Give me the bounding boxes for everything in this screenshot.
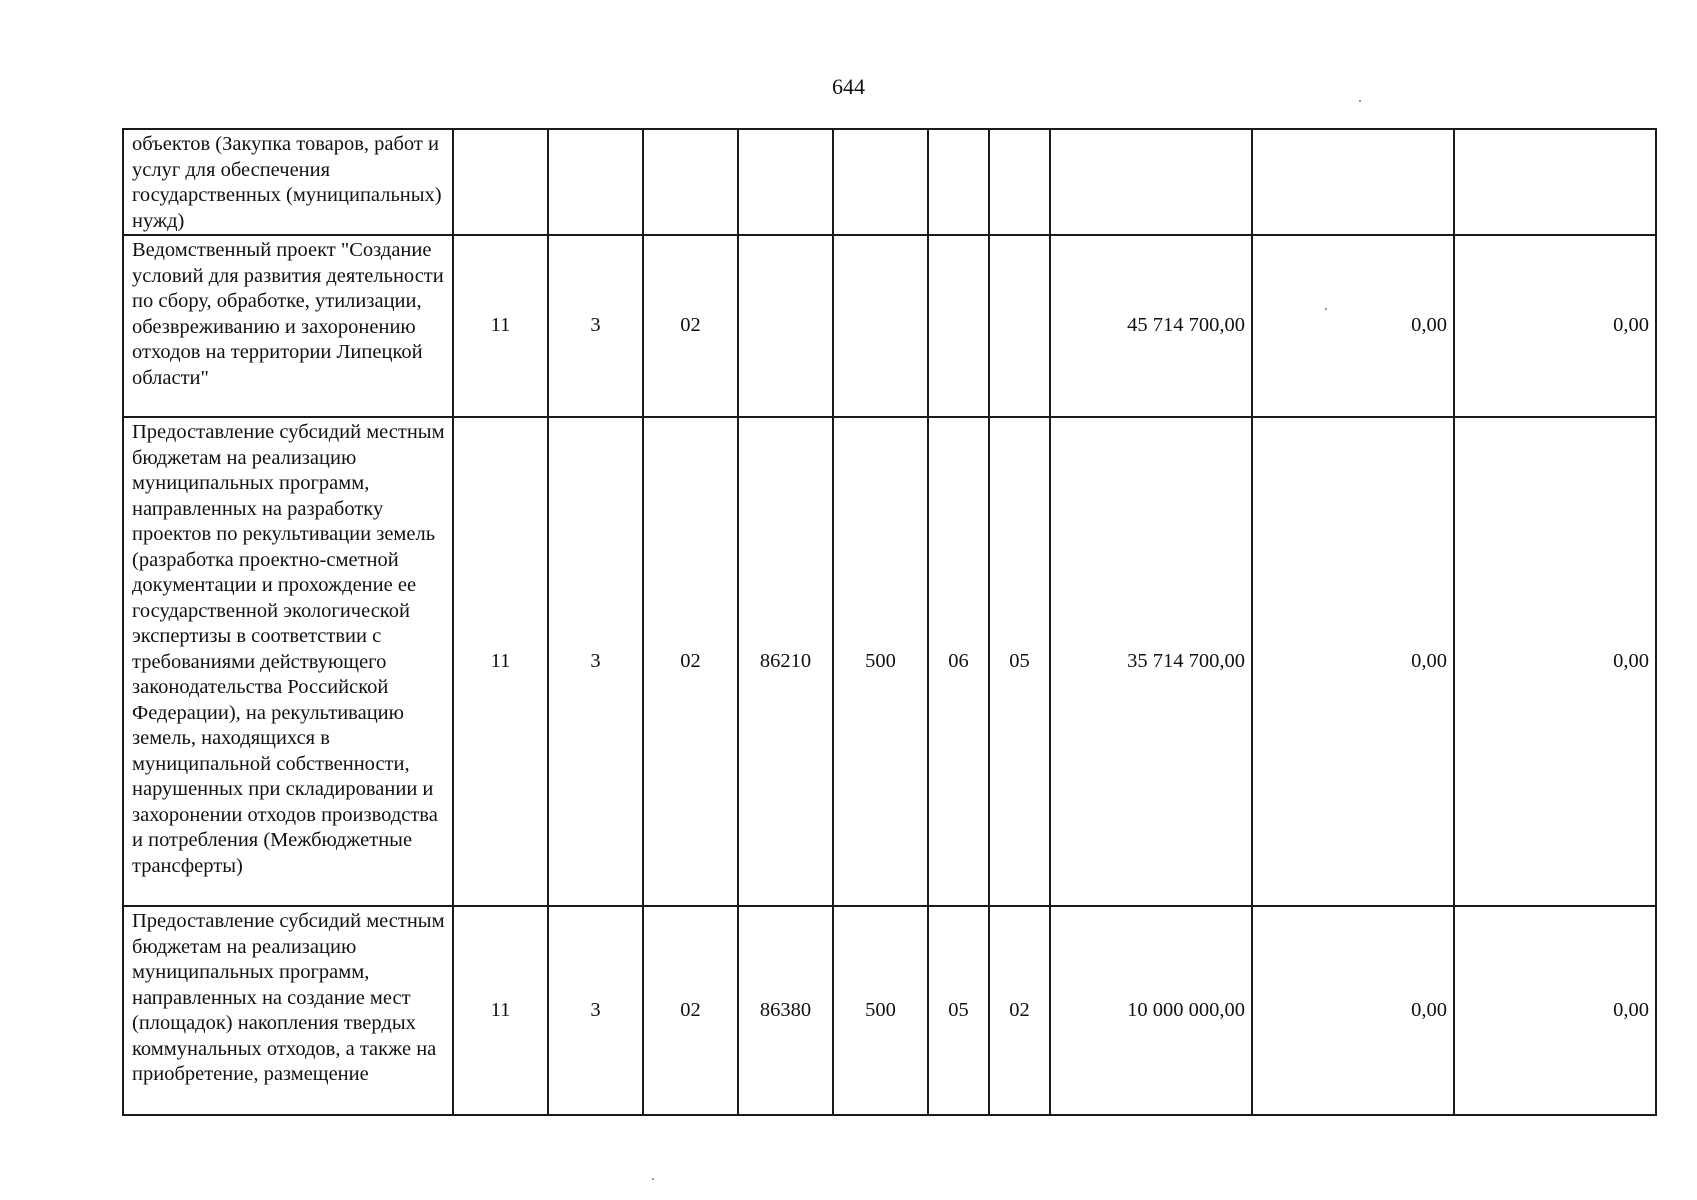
sum-1-cell: 35 714 700,00 [1050,417,1252,906]
rz-code-cell [928,235,989,417]
table-row [123,906,1656,1115]
sum-3-cell [1454,129,1656,235]
rz-code-cell: 06 [928,417,989,906]
sum-3-cell: 0,00 [1454,235,1656,417]
row-description: объектов (Закупка товаров, работ и услуг для обеспечения государственных (муниципальных) нужд) [123,129,453,235]
ne-code-cell [643,129,738,235]
gp-code-cell: 11 [453,235,548,417]
vr-code-cell [833,129,928,235]
nr-code-cell [738,235,833,417]
sum-2-cell [1252,129,1454,235]
nr-code-cell: 86380 [738,906,833,1115]
vr-code-cell: 500 [833,417,928,906]
pr-code-cell [989,235,1050,417]
gp-code-cell: 11 [453,417,548,906]
scan-speck [652,1178,654,1180]
scan-speck [1359,100,1361,102]
pr-code-cell: 02 [989,906,1050,1115]
sum-3-cell: 0,00 [1454,906,1656,1115]
ne-code-cell: 02 [643,906,738,1115]
sum-1-cell: 10 000 000,00 [1050,906,1252,1115]
table-row [123,129,1656,235]
ne-code-cell: 02 [643,235,738,417]
gp-code-cell [453,129,548,235]
table-row [123,235,1656,417]
sum-2-cell: 0,00 [1252,235,1454,417]
pgp-code-cell: 3 [548,906,643,1115]
table-row [123,417,1656,906]
gp-code-cell: 11 [453,906,548,1115]
sum-2-cell: 0,00 [1252,417,1454,906]
sum-1-cell [1050,129,1252,235]
ne-code-cell: 02 [643,417,738,906]
pr-code-cell [989,129,1050,235]
row-description: Предоставление субсидий местным бюджетам на реализацию муниципальных программ, направленных на создание мест (площадок) накопления твердых коммунальных отходов, а также на приобретение, размещение [123,906,453,1115]
row-description: Ведомственный проект "Создание условий для развития деятельности по сбору, обработке, утилизации, обезвреживанию и захоронению отходов на территории Липецкой области" [123,235,453,417]
row-description: Предоставление субсидий местным бюджетам на реализацию муниципальных программ, направленных на разработку проектов по рекультивации земель (разработка проектно-сметной документации и прохождение ее государственной экологической экспертизы в соответствии с требованиями действующего законодательства Российской Федерации), на рекультивацию земель, находящихся в муниципальной собственности, нарушенных при складировании и захоронении отходов производства и потребления (Межбюджетные трансферты) [123,417,453,906]
rz-code-cell: 05 [928,906,989,1115]
vr-code-cell [833,235,928,417]
budget-table [122,128,1657,1116]
nr-code-cell: 86210 [738,417,833,906]
pgp-code-cell: 3 [548,235,643,417]
sum-2-cell: 0,00 [1252,906,1454,1115]
rz-code-cell [928,129,989,235]
scan-speck [1325,308,1327,310]
nr-code-cell [738,129,833,235]
page-number: 644 [832,74,865,99]
pr-code-cell: 05 [989,417,1050,906]
vr-code-cell: 500 [833,906,928,1115]
pgp-code-cell [548,129,643,235]
pgp-code-cell: 3 [548,417,643,906]
sum-1-cell: 45 714 700,00 [1050,235,1252,417]
sum-3-cell: 0,00 [1454,417,1656,906]
